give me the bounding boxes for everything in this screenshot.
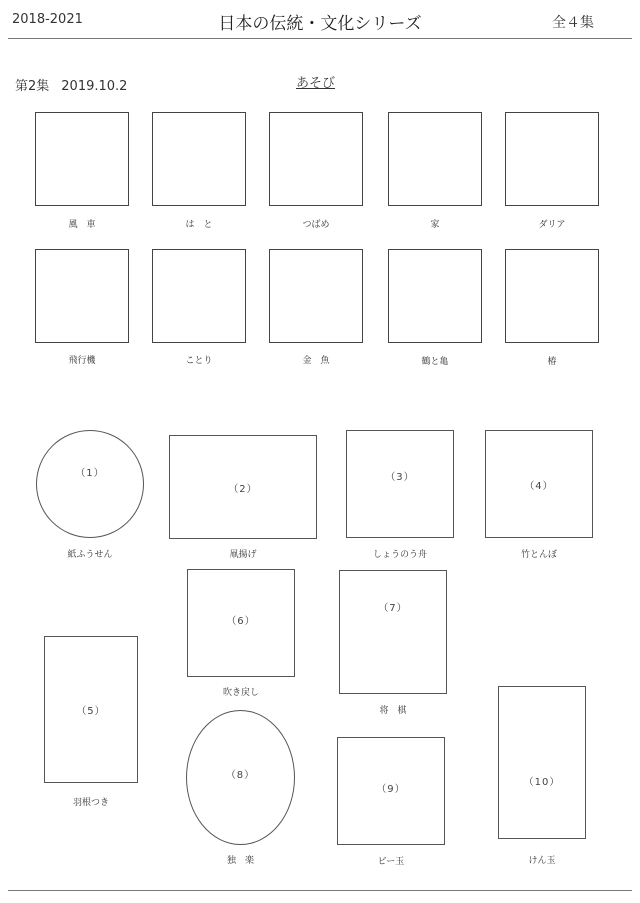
- item-number: （5）: [76, 706, 106, 717]
- item-label: 独 楽: [226, 856, 254, 866]
- item-label: 竹とんぼ: [520, 550, 557, 560]
- item-number: （6）: [226, 615, 256, 627]
- header-divider: [8, 38, 632, 39]
- issue-date: 2019.10.2: [61, 79, 128, 94]
- sheet-item-shape: [346, 430, 454, 538]
- item-label: 吹き戻し: [222, 688, 259, 698]
- sheet-item-shape: [36, 430, 144, 538]
- item-number: （7）: [378, 602, 408, 614]
- page-title: 日本の伝統・文化シリーズ: [218, 14, 422, 34]
- sheet-item-shape: [186, 710, 295, 845]
- stamp-label: ことり: [185, 356, 213, 366]
- item-number: （10）: [523, 777, 561, 788]
- stamp-frame: [505, 112, 599, 206]
- sheet-item-shape: [337, 737, 445, 845]
- sheet-item-shape: [187, 569, 295, 677]
- stamp-label: 椿: [547, 357, 557, 367]
- sheet-item-shape: [498, 686, 586, 839]
- stamp-label: 家: [430, 220, 440, 230]
- stamp-frame: [269, 112, 363, 206]
- item-number: （2）: [228, 483, 258, 495]
- item-label: 将 棋: [379, 706, 407, 716]
- item-number: （3）: [385, 471, 415, 483]
- stamp-frame: [388, 112, 482, 206]
- item-label: 紙ふうせん: [67, 550, 113, 560]
- stamp-label: は と: [185, 220, 213, 230]
- issue-label: 第2集: [15, 79, 50, 94]
- item-number: （1）: [75, 467, 105, 479]
- issue-theme: あそび: [296, 76, 336, 91]
- item-number: （8）: [225, 770, 256, 781]
- item-label: ビー玉: [377, 857, 405, 867]
- sheet-item-shape: [169, 435, 317, 539]
- stamp-frame: [152, 249, 246, 343]
- stamp-frame: [35, 249, 129, 343]
- stamp-label: 飛行機: [68, 356, 96, 366]
- footer-divider: [8, 890, 632, 891]
- stamp-label: つばめ: [302, 220, 330, 230]
- stamp-frame: [152, 112, 246, 206]
- stamp-frame: [388, 249, 482, 343]
- stamp-label: 風 車: [68, 220, 96, 230]
- sheet-item-shape: [339, 570, 447, 694]
- item-label: しょうのう舟: [372, 550, 427, 560]
- stamp-frame: [269, 249, 363, 343]
- item-label: 凧揚げ: [229, 550, 257, 560]
- stamp-frame: [505, 249, 599, 343]
- item-number: （9）: [376, 783, 406, 795]
- item-label: けん玉: [528, 856, 556, 866]
- stamp-label: 鶴と亀: [421, 357, 449, 367]
- stamp-frame: [35, 112, 129, 206]
- stamp-label: ダリア: [538, 220, 566, 230]
- item-number: （4）: [524, 480, 554, 492]
- item-label: 羽根つき: [72, 798, 109, 808]
- stamp-label: 金 魚: [302, 356, 330, 366]
- series-count: 全４集: [552, 15, 594, 31]
- issue-info: [15, 75, 127, 94]
- header-years: 2018-2021: [12, 12, 83, 27]
- sheet-item-shape: [485, 430, 593, 538]
- sheet-item-shape: [44, 636, 138, 783]
